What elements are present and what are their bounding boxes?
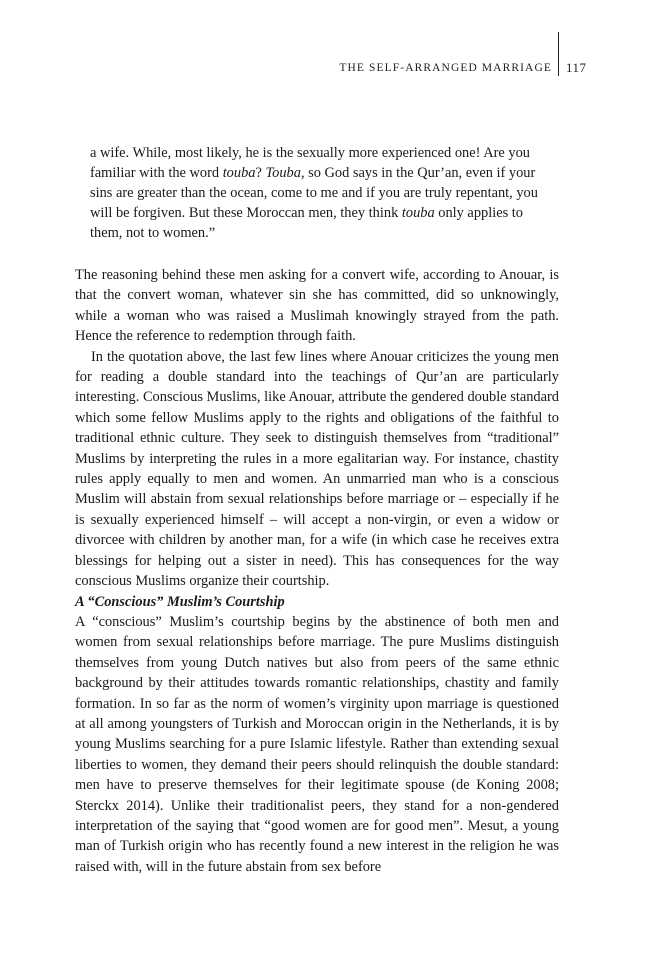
quote-text: only applies to them, not to women.” <box>90 205 523 241</box>
block-quote <box>90 143 546 243</box>
body-text <box>75 265 559 877</box>
paragraph: The reasoning behind these men asking for a convert wife, according to Anouar, is that the convert woman, whatever sin she has committed, did so unknowingly, while a woman who was raised a Muslimah knowingly strayed from the path. Hence the reference to redemption through faith. <box>75 267 559 345</box>
running-head: THE SELF-ARRANGED MARRIAGE <box>339 62 552 74</box>
header-rule <box>558 32 559 76</box>
quote-text: a wife. While, most likely, he is the sexually more experienced one! Are you familiar with the word <box>90 145 530 181</box>
quote-italic-word: touba <box>222 165 256 181</box>
page-number: 117 <box>566 60 587 75</box>
quote-text: ? <box>255 165 266 181</box>
quote-italic-word: touba <box>401 205 435 221</box>
section-heading: A “Conscious” Muslim’s Courtship <box>75 593 285 610</box>
paragraph: A “conscious” Muslim’s courtship begins by the abstinence of both men and women from sexual relationships before marriage. The pure Muslims distinguish themselves from young Dutch natives but also from peers of the same ethnic background by their attitudes towards romantic relationships, chastity and family formation. In so far as the norm of women’s virginity upon marriage is questioned at all among youngsters of Turkish and Moroccan origin in the Netherlands, it is by young Muslims searching for a pure Islamic lifestyle. Rather than extending sexual liberties to women, they demand their peers should relinquish the double standard: men have to preserve themselves for their legitimate spouse (de Koning 2008; Sterckx 2014). Unlike their traditionalist peers, they stand for a non-gendered interpretation of the saying that “good women are for good men”. Mesut, a young man of Turkish origin who has recently found a new interest in the religion he was raised with, will in the future abstain from sex before <box>75 613 559 875</box>
quote-italic-word: Touba <box>265 165 301 181</box>
paragraph: In the quotation above, the last few lines where Anouar criticizes the young men for reading a double standard into the teachings of Qur’an are particularly interesting. Conscious Muslims, like Anouar, attribute the gendered double standard which some fellow Muslims apply to the rights and obligations of the faithful to traditional ethnic culture. They seek to distinguish themselves from “traditional” Muslims by interpreting the rules in a more egalitarian way. For instance, chastity rules apply equally to men and women. An unmarried man who is a conscious Muslim will abstain from sexual relationships before marriage or – especially if he is sexually experienced himself – will accept a non-virgin, or even a widow or divorcee with children by another man, for a wife (in which case he receives extra blessings for helping out a sister in need). This has consequences for the way conscious Muslims organize their courtship. <box>75 348 559 590</box>
quote-text: , so God says in the Qur’an, even if your sins are greater than the ocean, come to me and if you are truly repentant, you will be forgiven. But these Moroccan men, they think <box>90 165 538 221</box>
